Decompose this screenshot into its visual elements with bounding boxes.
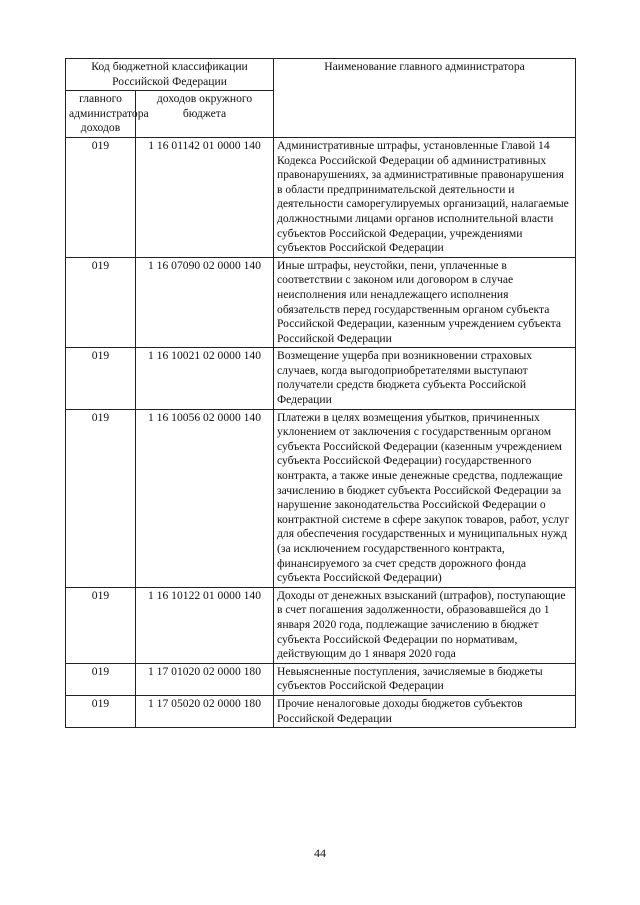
page-number: 44 [314,846,326,860]
header-administrator-name: Наименование главного администратора [274,59,576,138]
revenue-name-cell: Невыясненные поступления, зачисляемые в бюджеты субъектов Российской Федерации [274,663,576,695]
revenue-name-cell: Возмещение ущерба при возникновении страховых случаев, когда выгодоприобретателями выступают получатели средств бюджета субъекта Российской Федерации [274,348,576,409]
header-budget-classification-code: Код бюджетной классификации Российской Федерации [66,59,274,91]
budget-code-cell: 1 16 01142 01 0000 140 [136,137,274,257]
revenue-name-cell: Иные штрафы, неустойки, пени, уплаченные в соответствии с законом или договором в случае неисполнения или ненадлежащего исполнения обязательств перед государственным органом субъекта Российской Федерации, казенным учреждением субъекта Российской Федерации [274,257,576,348]
budget-code-cell: 1 17 01020 02 0000 180 [136,663,274,695]
budget-code-cell: 1 16 07090 02 0000 140 [136,257,274,348]
admin-code-cell: 019 [66,587,136,663]
revenue-name-cell: Платежи в целях возмещения убытков, причиненных уклонением от заключения с государственным органом субъекта Российской Федерации (казенным учреждением субъекта Российской Федерации) государственного контракта, а также иные денежные средства, подлежащие зачислению в бюджет субъекта Российской Федерации за нарушение законодательства Российской Федерации о контрактной системе в сфере закупок товаров, работ, услуг для обеспечения государственных и муниципальных нужд (за исключением государственного контракта, финансируемого за счет средств дорожного фонда субъекта Российской Федерации) [274,409,576,587]
table-row [66,663,576,695]
budget-code-cell: 1 16 10056 02 0000 140 [136,409,274,587]
table-row [66,409,576,587]
budget-code-cell: 1 16 10122 01 0000 140 [136,587,274,663]
table-row [66,348,576,409]
header-district-budget-revenue: доходов окружного бюджета [136,91,274,138]
admin-code-cell: 019 [66,409,136,587]
admin-code-cell: 019 [66,137,136,257]
table-header [66,59,576,138]
admin-code-cell: 019 [66,663,136,695]
budget-classification-table [65,58,576,728]
admin-code-cell: 019 [66,695,136,727]
budget-code-cell: 1 16 10021 02 0000 140 [136,348,274,409]
table-row [66,695,576,727]
admin-code-cell: 019 [66,348,136,409]
revenue-name-cell: Прочие неналоговые доходы бюджетов субъектов Российской Федерации [274,695,576,727]
table-row [66,257,576,348]
budget-code-cell: 1 17 05020 02 0000 180 [136,695,274,727]
admin-code-cell: 019 [66,257,136,348]
header-main-administrator: главного администратора доходов [66,91,136,138]
table-body [66,137,576,727]
table-row [66,137,576,257]
revenue-name-cell: Доходы от денежных взысканий (штрафов), поступающие в счет погашения задолженности, образовавшейся до 1 января 2020 года, подлежащие зачислению в бюджет субъекта Российской Федерации по нормативам, действующим до 1 января 2020 года [274,587,576,663]
revenue-name-cell: Административные штрафы, установленные Главой 14 Кодекса Российской Федерации об административных правонарушениях, за административные правонарушения в области предпринимательской деятельности и деятельности саморегулируемых организаций, налагаемые должностными лицами органов исполнительной власти субъектов Российской Федерации, учреждениями субъектов Российской Федерации [274,137,576,257]
table-row [66,587,576,663]
